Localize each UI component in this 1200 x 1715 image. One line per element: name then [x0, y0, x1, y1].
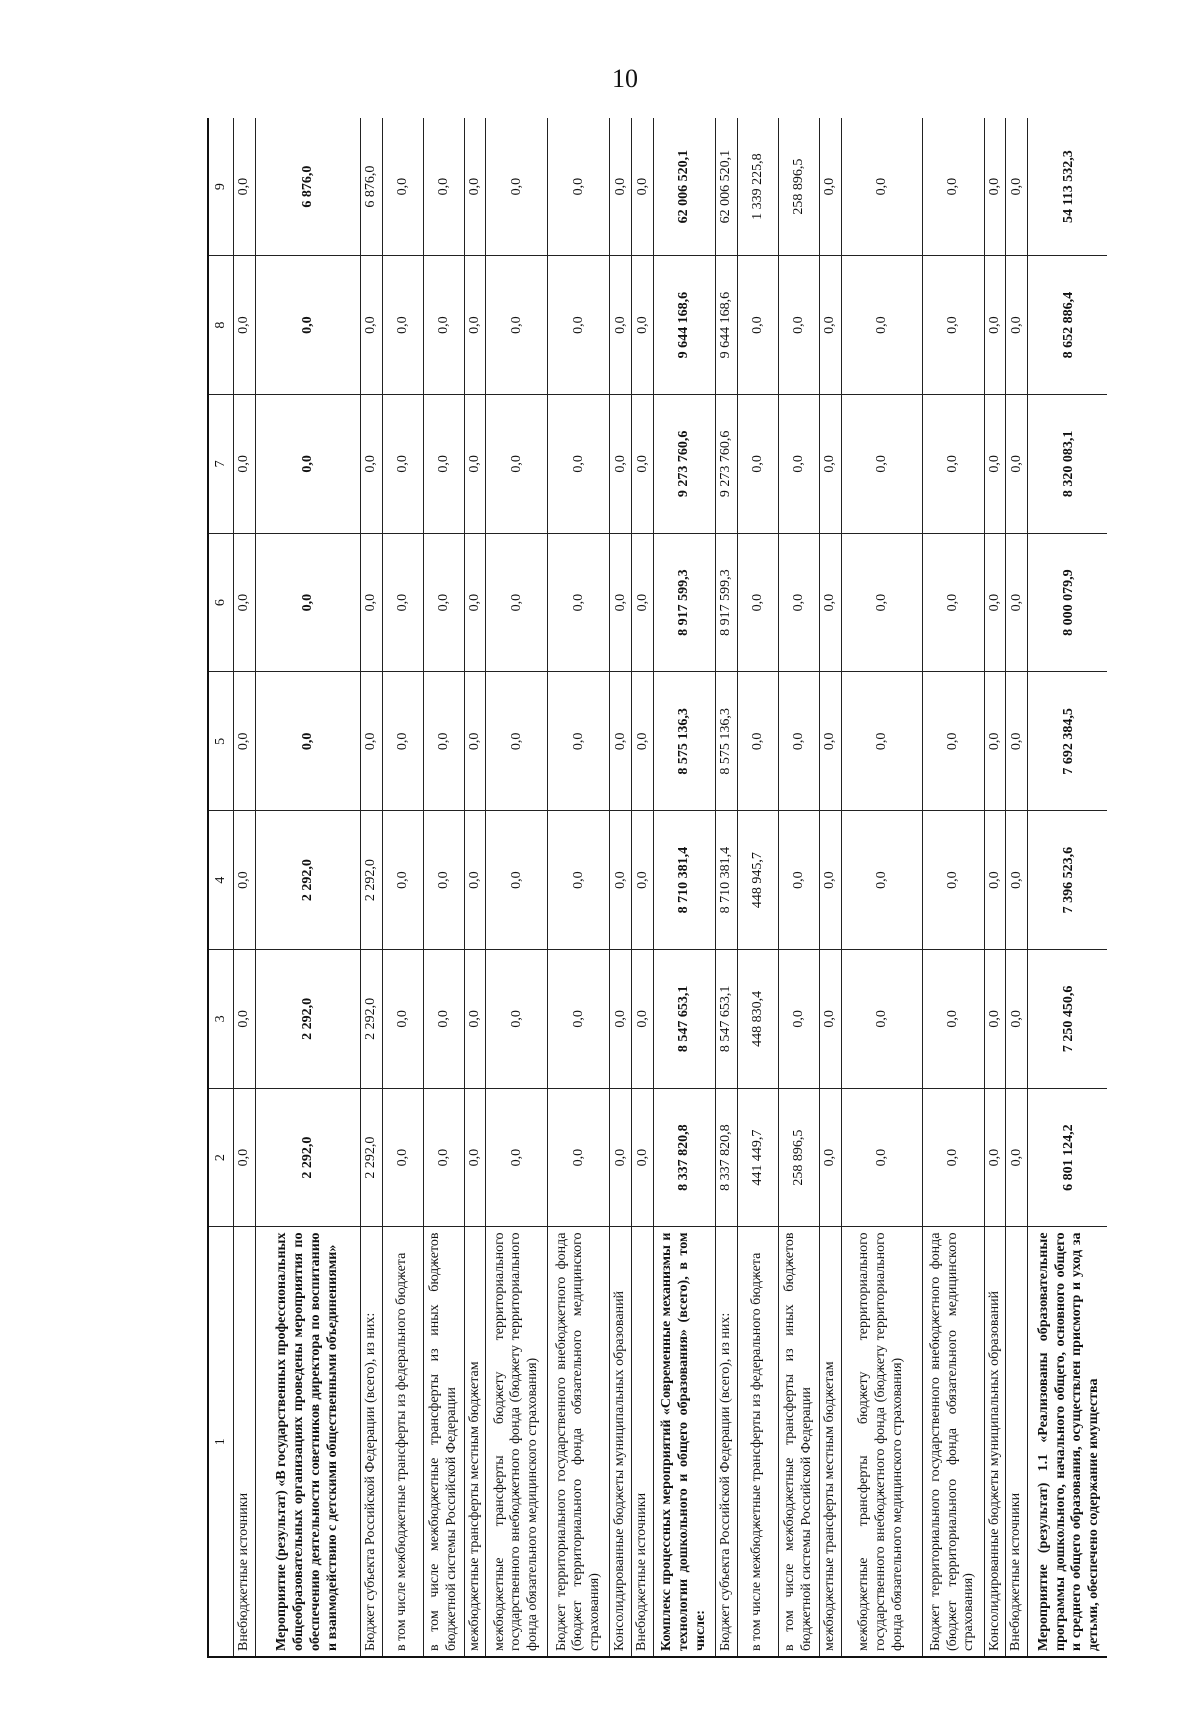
header-cell: 4: [208, 811, 234, 950]
value-cell: 0,0: [360, 533, 382, 672]
value-cell: 62 006 520,1: [653, 118, 715, 256]
value-cell: 0,0: [360, 395, 382, 534]
header-cell: 3: [208, 950, 234, 1089]
value-cell: 8 575 136,3: [715, 672, 737, 811]
table-row: [984, 118, 1006, 1657]
value-cell: 0,0: [255, 672, 360, 811]
value-cell: 0,0: [548, 672, 610, 811]
page-number: 10: [612, 64, 638, 93]
table-body: [234, 118, 1108, 1657]
header-cell: 6: [208, 533, 234, 672]
value-cell: 0,0: [841, 811, 922, 950]
row-name-cell: Комплекс процессных мероприятий «Современные механизмы и технологии дошкольного и общего образования» (всего), в том числе:: [653, 1227, 715, 1657]
value-cell: 0,0: [610, 1088, 632, 1227]
table-row: [819, 118, 841, 1657]
row-name-cell: межбюджетные трансферты бюджету территориального государственного внебюджетного фонда (бюджету территориального фонда обязательного медицинского страхования): [486, 1227, 548, 1657]
value-cell: 8 917 599,3: [715, 533, 737, 672]
value-cell: 0,0: [1006, 256, 1028, 395]
value-cell: 0,0: [737, 672, 778, 811]
value-cell: 0,0: [464, 811, 486, 950]
table-row: [234, 118, 256, 1657]
value-cell: 8 547 653,1: [653, 950, 715, 1089]
value-cell: 0,0: [486, 395, 548, 534]
value-cell: 6 876,0: [255, 118, 360, 256]
value-cell: 0,0: [819, 118, 841, 256]
table-row: [1006, 118, 1028, 1657]
table-row: [737, 118, 778, 1657]
value-cell: 448 945,7: [737, 811, 778, 950]
value-cell: 0,0: [382, 811, 423, 950]
row-name-cell: Бюджет территориального государственного внебюджетного фонда (бюджет территориального фонда обязательного медицинского страхования): [548, 1227, 610, 1657]
table-row: [841, 118, 922, 1657]
value-cell: 0,0: [737, 256, 778, 395]
value-cell: 6 801 124,2: [1028, 1088, 1107, 1227]
value-cell: 0,0: [234, 950, 256, 1089]
value-cell: 8 337 820,8: [715, 1088, 737, 1227]
value-cell: 0,0: [234, 1088, 256, 1227]
value-cell: 9 273 760,6: [653, 395, 715, 534]
value-cell: 0,0: [423, 811, 464, 950]
value-cell: 0,0: [841, 533, 922, 672]
row-name-cell: Мероприятие (результат) «В государственных профессиональных общеобразовательных организациях проведены мероприятия по обеспечению деятельности советников директора по воспитанию и взаимодействию с детскими общественными объединениями»: [255, 1227, 360, 1657]
value-cell: 0,0: [984, 395, 1006, 534]
row-name-cell: Мероприятие (результат) 1.1 «Реализованы образовательные программы дошкольного, начального общего, основного общего и среднего общего образования, осуществлен присмотр и уход за детьми, обеспечено содержание имущества: [1028, 1227, 1107, 1657]
row-name-cell: межбюджетные трансферты местным бюджетам: [464, 1227, 486, 1657]
value-cell: 0,0: [610, 950, 632, 1089]
table-row: [382, 118, 423, 1657]
value-cell: 0,0: [486, 811, 548, 950]
table-row: [360, 118, 382, 1657]
value-cell: 2 292,0: [360, 950, 382, 1089]
value-cell: 0,0: [841, 395, 922, 534]
value-cell: 0,0: [423, 118, 464, 256]
row-name-cell: Внебюджетные источники: [1006, 1227, 1028, 1657]
value-cell: 0,0: [610, 533, 632, 672]
value-cell: 0,0: [778, 811, 819, 950]
value-cell: 0,0: [486, 950, 548, 1089]
value-cell: 0,0: [922, 533, 984, 672]
table-row: [548, 118, 610, 1657]
value-cell: 0,0: [819, 672, 841, 811]
value-cell: 8 710 381,4: [653, 811, 715, 950]
financing-table: [207, 118, 1107, 1658]
value-cell: 258 896,5: [778, 118, 819, 256]
value-cell: 0,0: [1006, 950, 1028, 1089]
value-cell: 0,0: [737, 395, 778, 534]
value-cell: 8 917 599,3: [653, 533, 715, 672]
value-cell: 0,0: [632, 950, 654, 1089]
value-cell: 9 644 168,6: [715, 256, 737, 395]
value-cell: 6 876,0: [360, 118, 382, 256]
rotated-table-container: [207, 118, 1107, 1658]
value-cell: 0,0: [234, 256, 256, 395]
value-cell: 441 449,7: [737, 1088, 778, 1227]
value-cell: 0,0: [984, 256, 1006, 395]
value-cell: 0,0: [737, 533, 778, 672]
value-cell: 8 000 079,9: [1028, 533, 1107, 672]
value-cell: 0,0: [486, 256, 548, 395]
value-cell: 2 292,0: [360, 1088, 382, 1227]
value-cell: 0,0: [841, 672, 922, 811]
value-cell: 54 113 532,3: [1028, 118, 1107, 256]
value-cell: 0,0: [255, 395, 360, 534]
value-cell: 7 396 523,6: [1028, 811, 1107, 950]
row-name-cell: в том числе межбюджетные трансферты из федерального бюджета: [737, 1227, 778, 1657]
value-cell: 0,0: [819, 533, 841, 672]
value-cell: 0,0: [632, 256, 654, 395]
value-cell: 0,0: [360, 672, 382, 811]
value-cell: 0,0: [632, 1088, 654, 1227]
value-cell: 0,0: [819, 256, 841, 395]
value-cell: 8 337 820,8: [653, 1088, 715, 1227]
value-cell: 0,0: [255, 256, 360, 395]
row-name-cell: Консолидированные бюджеты муниципальных образований: [984, 1227, 1006, 1657]
value-cell: 7 692 384,5: [1028, 672, 1107, 811]
value-cell: 0,0: [922, 1088, 984, 1227]
value-cell: 0,0: [464, 950, 486, 1089]
value-cell: 62 006 520,1: [715, 118, 737, 256]
value-cell: 0,0: [360, 256, 382, 395]
value-cell: 0,0: [1006, 395, 1028, 534]
value-cell: 0,0: [548, 950, 610, 1089]
value-cell: 0,0: [464, 533, 486, 672]
value-cell: 0,0: [423, 395, 464, 534]
value-cell: 0,0: [819, 811, 841, 950]
row-name-cell: межбюджетные трансферты местным бюджетам: [819, 1227, 841, 1657]
value-cell: 0,0: [486, 672, 548, 811]
value-cell: 0,0: [922, 118, 984, 256]
value-cell: 0,0: [841, 256, 922, 395]
value-cell: 2 292,0: [360, 811, 382, 950]
table-row: [1028, 118, 1107, 1657]
value-cell: 0,0: [423, 950, 464, 1089]
value-cell: 8 710 381,4: [715, 811, 737, 950]
value-cell: 0,0: [382, 118, 423, 256]
value-cell: 0,0: [841, 1088, 922, 1227]
value-cell: 0,0: [841, 950, 922, 1089]
value-cell: 0,0: [922, 395, 984, 534]
value-cell: 0,0: [423, 672, 464, 811]
row-name-cell: в том числе межбюджетные трансферты из иных бюджетов бюджетной системы Российской Федерации: [778, 1227, 819, 1657]
header-cell: 1: [208, 1227, 234, 1657]
header-cell: 5: [208, 672, 234, 811]
value-cell: 0,0: [464, 395, 486, 534]
value-cell: 0,0: [632, 811, 654, 950]
value-cell: 0,0: [984, 533, 1006, 672]
header-cell: 7: [208, 395, 234, 534]
value-cell: 0,0: [1006, 118, 1028, 256]
value-cell: 0,0: [255, 533, 360, 672]
table-row: [464, 118, 486, 1657]
value-cell: 0,0: [382, 1088, 423, 1227]
value-cell: 0,0: [548, 811, 610, 950]
table-row: [715, 118, 737, 1657]
value-cell: 7 250 450,6: [1028, 950, 1107, 1089]
value-cell: 0,0: [1006, 811, 1028, 950]
value-cell: 0,0: [632, 118, 654, 256]
value-cell: 0,0: [548, 1088, 610, 1227]
value-cell: 0,0: [632, 395, 654, 534]
value-cell: 0,0: [234, 533, 256, 672]
value-cell: 2 292,0: [255, 1088, 360, 1227]
value-cell: 0,0: [234, 395, 256, 534]
value-cell: 0,0: [382, 950, 423, 1089]
value-cell: 0,0: [778, 672, 819, 811]
table-row: [423, 118, 464, 1657]
value-cell: 8 652 886,4: [1028, 256, 1107, 395]
value-cell: 0,0: [486, 533, 548, 672]
header-cell: 9: [208, 118, 234, 256]
value-cell: 0,0: [234, 811, 256, 950]
table-row: [255, 118, 360, 1657]
header-row: [208, 118, 234, 1657]
value-cell: 0,0: [610, 118, 632, 256]
value-cell: 2 292,0: [255, 811, 360, 950]
value-cell: 0,0: [464, 672, 486, 811]
value-cell: 448 830,4: [737, 950, 778, 1089]
value-cell: 0,0: [984, 672, 1006, 811]
header-cell: 8: [208, 256, 234, 395]
row-name-cell: Внебюджетные источники: [234, 1227, 256, 1657]
value-cell: 0,0: [922, 256, 984, 395]
value-cell: 0,0: [984, 950, 1006, 1089]
value-cell: 0,0: [548, 118, 610, 256]
value-cell: 0,0: [548, 533, 610, 672]
table-row: [653, 118, 715, 1657]
value-cell: 0,0: [382, 533, 423, 672]
value-cell: 0,0: [464, 118, 486, 256]
value-cell: 0,0: [819, 395, 841, 534]
value-cell: 0,0: [922, 950, 984, 1089]
value-cell: 0,0: [423, 256, 464, 395]
table-row: [778, 118, 819, 1657]
value-cell: 0,0: [1006, 1088, 1028, 1227]
value-cell: 0,0: [984, 118, 1006, 256]
row-name-cell: Бюджет субъекта Российской Федерации (всего), из них:: [360, 1227, 382, 1657]
table-viewport: [207, 118, 1107, 1658]
value-cell: 0,0: [778, 256, 819, 395]
value-cell: 0,0: [1006, 672, 1028, 811]
value-cell: 8 547 653,1: [715, 950, 737, 1089]
value-cell: 0,0: [841, 118, 922, 256]
value-cell: 0,0: [1006, 533, 1028, 672]
value-cell: 0,0: [610, 811, 632, 950]
value-cell: 8 320 083,1: [1028, 395, 1107, 534]
value-cell: 0,0: [984, 811, 1006, 950]
row-name-cell: Внебюджетные источники: [632, 1227, 654, 1657]
value-cell: 0,0: [922, 811, 984, 950]
row-name-cell: в том числе межбюджетные трансферты из иных бюджетов бюджетной системы Российской Федерации: [423, 1227, 464, 1657]
value-cell: 0,0: [234, 672, 256, 811]
value-cell: 0,0: [632, 533, 654, 672]
value-cell: 0,0: [234, 118, 256, 256]
value-cell: 258 896,5: [778, 1088, 819, 1227]
value-cell: 0,0: [610, 672, 632, 811]
value-cell: 8 575 136,3: [653, 672, 715, 811]
row-name-cell: межбюджетные трансферты бюджету территориального государственного внебюджетного фонда (бюджету территориального фонда обязательного медицинского страхования): [841, 1227, 922, 1657]
value-cell: 0,0: [382, 672, 423, 811]
row-name-cell: в том числе межбюджетные трансферты из федерального бюджета: [382, 1227, 423, 1657]
value-cell: 0,0: [486, 118, 548, 256]
row-name-cell: Консолидированные бюджеты муниципальных образований: [610, 1227, 632, 1657]
header-cell: 2: [208, 1088, 234, 1227]
value-cell: 0,0: [548, 395, 610, 534]
table-row: [486, 118, 548, 1657]
value-cell: 0,0: [423, 533, 464, 672]
table-row: [632, 118, 654, 1657]
value-cell: 0,0: [610, 395, 632, 534]
value-cell: 0,0: [778, 395, 819, 534]
value-cell: 0,0: [464, 1088, 486, 1227]
value-cell: 0,0: [922, 672, 984, 811]
value-cell: 0,0: [610, 256, 632, 395]
table-row: [922, 118, 984, 1657]
value-cell: 0,0: [819, 950, 841, 1089]
value-cell: 2 292,0: [255, 950, 360, 1089]
value-cell: 0,0: [382, 395, 423, 534]
row-name-cell: Бюджет субъекта Российской Федерации (всего), из них:: [715, 1227, 737, 1657]
value-cell: 0,0: [778, 533, 819, 672]
value-cell: 0,0: [486, 1088, 548, 1227]
value-cell: 0,0: [778, 950, 819, 1089]
row-name-cell: Бюджет территориального государственного внебюджетного фонда (бюджет территориального фонда обязательного медицинского страхования): [922, 1227, 984, 1657]
value-cell: 0,0: [632, 672, 654, 811]
value-cell: 0,0: [548, 256, 610, 395]
value-cell: 9 273 760,6: [715, 395, 737, 534]
value-cell: 0,0: [819, 1088, 841, 1227]
value-cell: 0,0: [984, 1088, 1006, 1227]
value-cell: 0,0: [382, 256, 423, 395]
table-row: [610, 118, 632, 1657]
value-cell: 0,0: [464, 256, 486, 395]
value-cell: 0,0: [423, 1088, 464, 1227]
value-cell: 9 644 168,6: [653, 256, 715, 395]
value-cell: 1 339 225,8: [737, 118, 778, 256]
